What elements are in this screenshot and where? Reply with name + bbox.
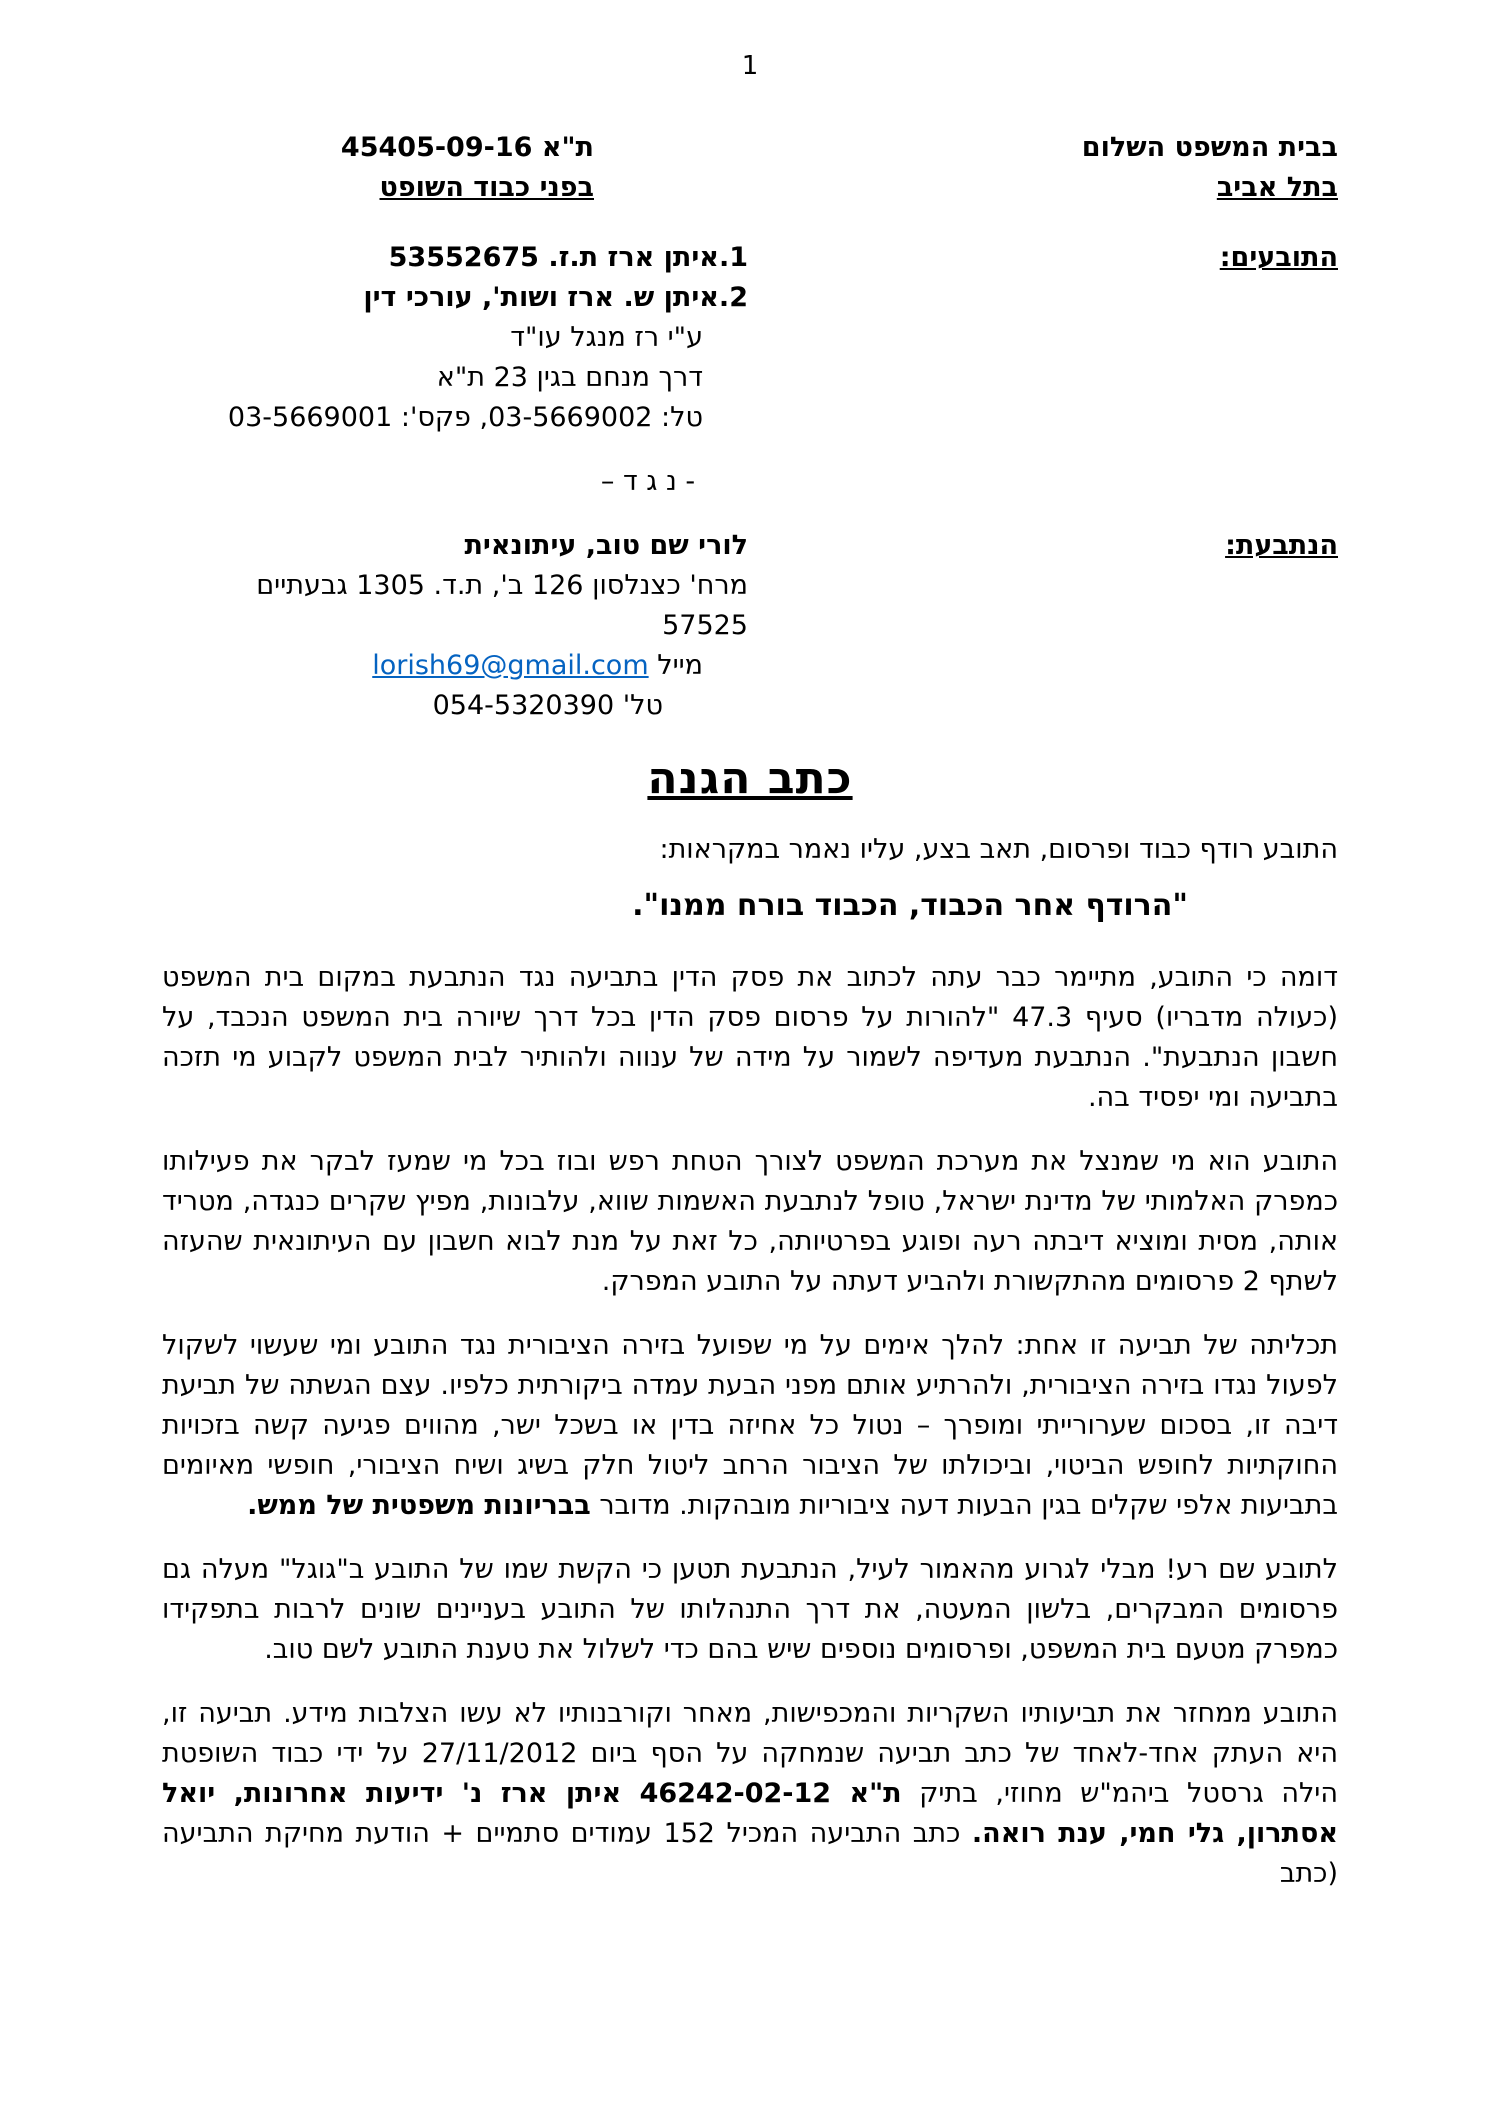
court-name: בבית המשפט השלום [1081, 132, 1338, 163]
paragraph-segment: תכליתה של תביעה זו אחת: להלך אימים על מי שפועל בזירה הציבורית נגד התובע ומי שעשוי לשקול לפעול נגדו בזירה הציבורית, ולהרתיע אותם מפני הבעת עמדה ביקורתית כלפיו. עצם הגשתה של תביעת דיבה זו, בסכום שערורייתי ומופרך – נטול כל אחיזה בדין או בשכל ישר, מהווים פגיעה קשה בזכויות החוקתיות לחופש הביטוי, וביכולתו של הציבור הרחב ליטול חלק בשיג ושיח הציבורי, חופשי מאיומים בתביעות אלפי שקלים בגין הבעות דעה ציבוריות מובהקות. מדובר [162, 1330, 1338, 1521]
body-paragraph [162, 1694, 1338, 1894]
paragraph-segment: התובע ממחזר את תביעותיו השקריות והמכפישות, מאחר וקורבנותיו לא עשו הצלבות מידע. תביעה זו, היא העתק אחד-לאחד של כתב תביעה שנמחקה על הסף ביום 27/11/2012 על ידי כבוד השופטת הילה גרסטל ביהמ"ש מחוזי, בתיק [162, 1698, 1338, 1809]
document-title: כתב הגנה [647, 753, 853, 804]
page-number: 1 [741, 51, 759, 81]
before-judge: בפני כבוד השופט [379, 172, 594, 203]
plaintiff-1: 1.איתן ארז ת.ז. 53552675 [388, 242, 748, 273]
defendant-phone: טל' 054-5320390 [432, 690, 663, 721]
plaintiffs-details [228, 238, 748, 438]
paragraph-segment-bold: בבריונות משפטית של ממש. [247, 1490, 591, 1521]
defendant-email-line [162, 646, 703, 686]
court-city: בתל אביב [1216, 172, 1338, 203]
versus-line: - נ ג ד – [600, 466, 696, 497]
body-paragraph [162, 1550, 1338, 1670]
defendant-label: הנתבעת: [1225, 530, 1338, 561]
paragraph-segment: דומה כי התובע, מתיימר כבר עתה לכתוב את פסק הדין בתביעה נגד הנתבעת במקום בית המשפט (כעולה מדבריו) סעיף 47.3 "להורות על פרסום פסק הדין בכל דרך שיורה בית המשפט הנכבד, על חשבון הנתבעת". הנתבעת מעדיפה לשמור על מידה של ענווה ולהותיר לבית המשפט לקבוע מי תזכה בתביעה ומי יפסיד בה. [162, 962, 1338, 1113]
plaintiffs-label: התובעים: [1219, 242, 1338, 273]
plaintiff-2: 2.איתן ש. ארז ושות', עורכי דין [363, 282, 748, 313]
case-block [162, 128, 594, 208]
email-link[interactable]: lorish69@gmail.com [372, 650, 649, 681]
quote-line: "הרודף אחר הכבוד, הכבוד בורח ממנו". [632, 888, 1188, 923]
plaintiffs-address: דרך מנחם בגין 23 ת"א [436, 362, 703, 393]
plaintiffs-counsel: ע"י רז מנגל עו"ד [510, 322, 703, 353]
body-paragraphs [162, 958, 1338, 1894]
body-paragraph [162, 1326, 1338, 1526]
plaintiffs-section [162, 238, 1338, 438]
defendant-details [162, 526, 748, 726]
paragraph-segment: לתובע שם רע! מבלי לגרוע מהאמור לעיל, הנתבעת תטען כי הקשת שמו של התובע ב"גוגל" מעלה גם פרסומים המבקרים, בלשון המעטה, את דרך התנהלותו של התובע בעניינים שונים לרבות בתפקידו כמפרק מטעם בית המשפט, ופרסומים נוספים שיש בהם כדי לשלול את טענת התובע לשם טוב. [162, 1554, 1338, 1665]
paragraph-segment: התובע הוא מי שמנצל את מערכת המשפט לצורך הטחת רפש ובוז בכל מי שמעז לבקר את פעילותו כמפרק האלמותי של מדינת ישראל, טופל לנתבעת האשמות שווא, עלבונות, מפיץ שקרים כנגדה, מטריד אותה, מסית ומוציא דיבתה רעה ופוגע בפרטיותה, כל זאת על מנת לבוא חשבון עם העיתונאית שהעזה לשתף 2 פרסומים מהתקשורת ולהביע דעתה על התובע המפרק. [162, 1146, 1338, 1297]
court-block [1082, 128, 1338, 208]
defendant-name: לורי שם טוב, עיתונאית [464, 530, 748, 561]
case-number: ת"א 45405-09-16 [340, 132, 594, 163]
header [162, 128, 1338, 208]
paragraph-segment-bold: ת"א 46242-02-12 איתן ארז נ' ידיעות אחרונות, יואל אסתרון, גלי חמי, ענת רואה. [162, 1778, 1338, 1849]
intro-line: התובע רודף כבוד ופרסום, תאב בצע, עליו נאמר במקראות: [659, 834, 1338, 865]
defendant-section [162, 526, 1338, 726]
email-label: מייל [657, 650, 703, 681]
body-paragraph [162, 1142, 1338, 1302]
body-paragraph [162, 958, 1338, 1118]
plaintiffs-phone-fax: טל: 03-5669002, פקס': 03-5669001 [227, 402, 703, 433]
defendant-address: מרח' כצנלסון 126 ב', ת.ד. 1305 גבעתיים 57525 [256, 570, 748, 641]
paragraph-segment: כתב התביעה המכיל 152 עמודים סתמיים + הודעת מחיקת התביעה (כתב [162, 1818, 1338, 1889]
